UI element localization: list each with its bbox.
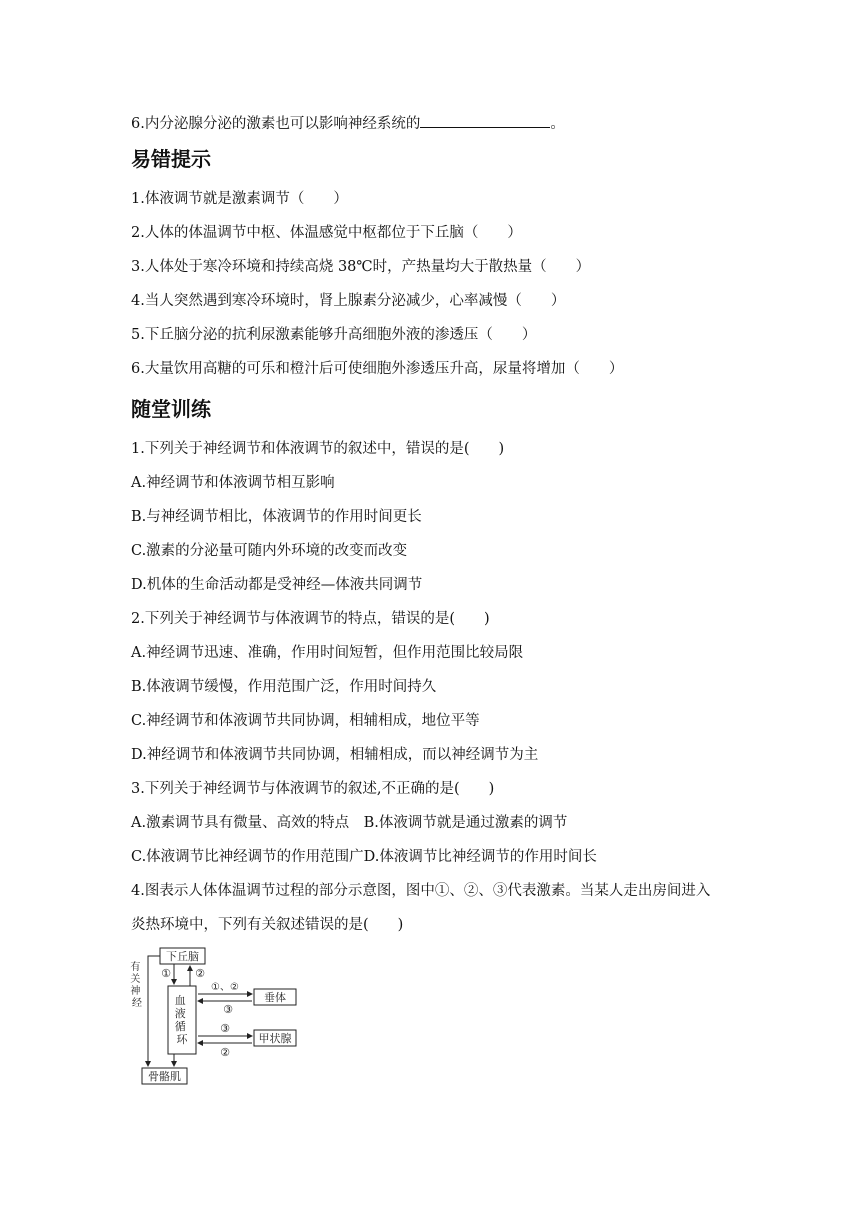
answer-blank[interactable] [420,113,550,128]
hypothalamus-label: 下丘脑 [166,950,199,963]
practice-line: B.体液调节缓慢，作用范围广泛，作用时间持久 [131,679,437,695]
label-12: ①、② [211,982,239,993]
practice-line: C.体液调节比神经调节的作用范围广D.体液调节比神经调节的作用时间长 [131,849,597,865]
error-item: 1.体液调节就是激素调节（ ） [131,191,348,207]
practice-line: B.与神经调节相比，体液调节的作用时间更长 [131,509,422,525]
practice-line: 4.图表示人体体温调节过程的部分示意图，图中①、②、③代表激素。当某人走出房间进入 [131,883,711,899]
error-item: 2.人体的体温调节中枢、体温感觉中枢都位于下丘脑（ ） [131,225,522,241]
practice-line: 2.下列关于神经调节与体液调节的特点，错误的是( ) [131,611,490,627]
pituitary-label: 垂体 [264,991,286,1004]
error-item: 3.人体处于寒冷环境和持续高烧 38℃时，产热量均大于散热量（ ） [131,259,591,275]
nerve-arrow [148,956,160,1066]
blood-circulation-label: 血 液 循 环 [174,994,188,1046]
error-item: 6.大量饮用高糖的可乐和橙汁后可使细胞外渗透压升高，尿量将增加（ ） [131,361,624,377]
fill-in-question-6 [131,113,565,134]
question-suffix: 。 [550,116,565,132]
question-text: 6.内分泌腺分泌的激素也可以影响神经系统的 [131,116,421,132]
practice-line: A.神经调节迅速、准确，作用时间短暂，但作用范围比较局限 [131,645,524,661]
label-3-thyroid: ③ [220,1022,230,1035]
diagram-svg [130,946,310,1088]
practice-line: 炎热环境中，下列有关叙述错误的是( ) [131,917,404,933]
practice-line: 1.下列关于神经调节和体液调节的叙述中，错误的是( ) [131,441,505,457]
section-heading-errors: 易错提示 [131,147,211,171]
practice-line: D.神经调节和体液调节共同协调，相辅相成，而以神经调节为主 [131,747,539,763]
thyroid-label: 甲状腺 [258,1032,292,1045]
practice-line: A.神经调节和体液调节相互影响 [131,475,335,491]
section-heading-practice: 随堂训练 [131,397,211,421]
thermoregulation-diagram [130,946,310,1088]
practice-line: 3.下列关于神经调节与体液调节的叙述,不正确的是( ) [131,781,495,797]
error-item: 4.当人突然遇到寒冷环境时，肾上腺素分泌减少，心率减慢（ ） [131,293,566,309]
practice-line: D.机体的生命活动都是受神经—体液共同调节 [131,577,423,593]
practice-line: C.激素的分泌量可随内外环境的改变而改变 [131,543,408,559]
label-1: ① [161,967,171,980]
label-3-pituitary: ③ [223,1003,233,1016]
practice-line: C.神经调节和体液调节共同协调，相辅相成，地位平等 [131,713,480,729]
label-2: ② [195,967,205,980]
nerve-label: 有 关 神 经 [130,962,142,1009]
practice-line: A.激素调节具有微量、高效的特点 B.体液调节就是通过激素的调节 [131,815,568,831]
skeletal-muscle-label: 骨骼肌 [148,1070,181,1083]
label-2-thyroid: ② [220,1046,230,1059]
error-item: 5.下丘脑分泌的抗利尿激素能够升高细胞外液的渗透压（ ） [131,327,537,343]
